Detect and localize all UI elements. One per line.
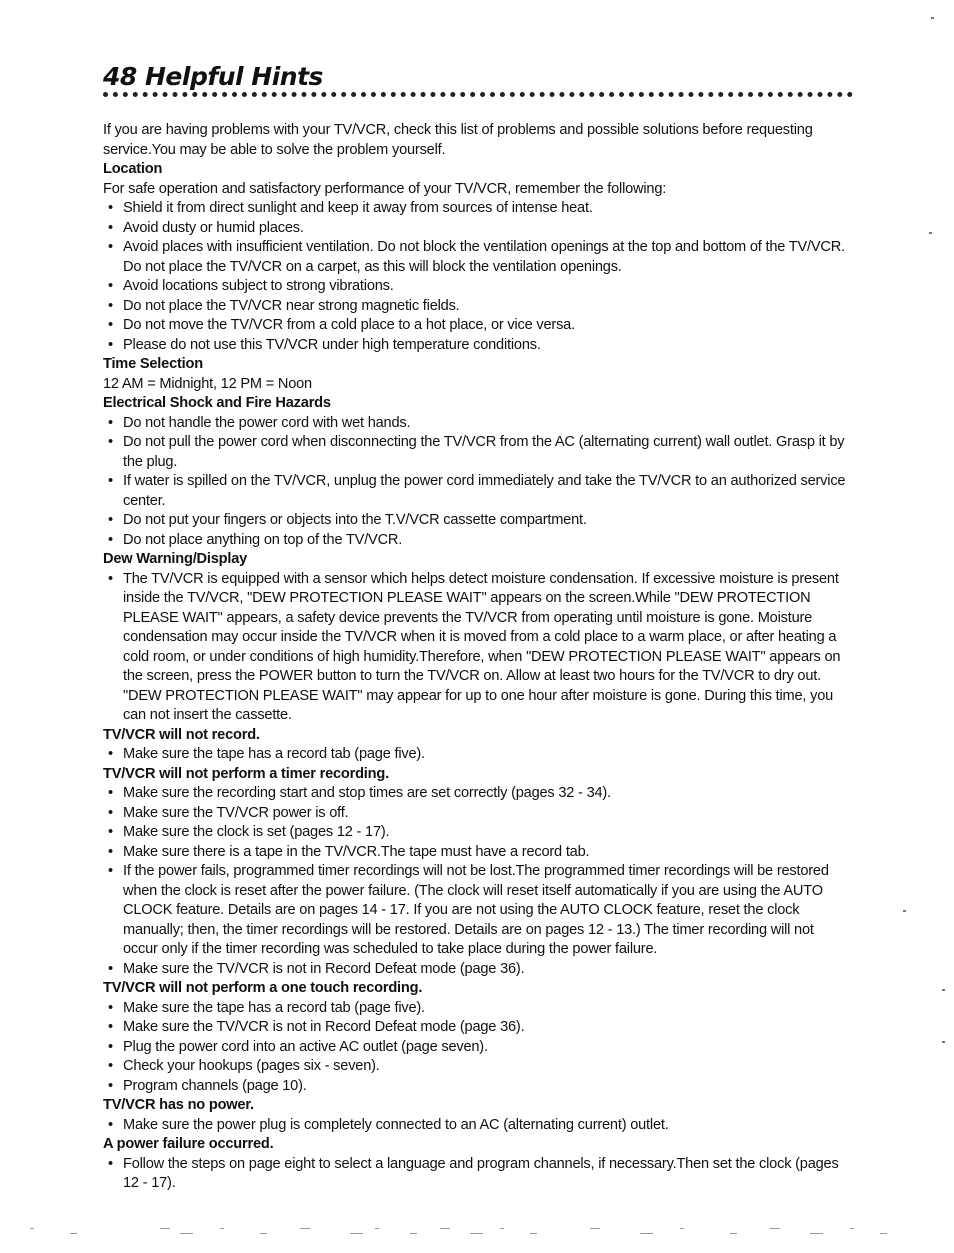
- bullet-item: • Make sure the TV/VCR is not in Record Defeat mode (page 36).: [103, 1018, 851, 1038]
- bullet-list: [103, 570, 851, 726]
- scan-noise-mark: [375, 1228, 379, 1229]
- bullet-item: • Please do not use this TV/VCR under high temperature conditions.: [103, 336, 851, 356]
- scan-noise-mark: [590, 1228, 600, 1229]
- section: [103, 394, 851, 550]
- bullet-item: • Do not put your fingers or objects into the T.V/VCR cassette compartment.: [103, 511, 851, 531]
- section-text: For safe operation and satisfactory performance of your TV/VCR, remember the following:: [103, 180, 667, 197]
- bullet-item: • Avoid places with insufficient ventilation. Do not block the ventilation openings at the top and bottom of the TV/VCR. Do not place the TV/VCR on a carpet, as this will block the ventilation openings.: [103, 238, 851, 277]
- section-heading: TV/VCR has no power.: [103, 1097, 254, 1113]
- bullet-item: • Make sure the recording start and stop times are set correctly (pages 32 - 34).: [103, 784, 851, 804]
- scan-noise-mark: [530, 1233, 537, 1234]
- intro-paragraph: If you are having problems with your TV/VCR, check this list of problems and possible solutions before requesting service.You may be able to solve the problem yourself.: [103, 122, 813, 158]
- scan-noise-mark: [70, 1233, 77, 1234]
- section-heading: TV/VCR will not record.: [103, 726, 260, 743]
- scan-noise-mark: [260, 1233, 267, 1234]
- section-heading: Time Selection: [103, 356, 203, 372]
- bullet-item: • Do not pull the power cord when disconnecting the TV/VCR from the AC (alternating current) wall outlet. Grasp it by the plug.: [103, 433, 851, 472]
- section: [103, 160, 851, 355]
- section-heading: Location: [103, 161, 163, 177]
- scan-speck: [942, 989, 945, 991]
- section-heading: TV/VCR will not perform a one touch recording.: [103, 980, 423, 996]
- bullet-item: • The TV/VCR is equipped with a sensor which helps detect moisture condensation. If excessive moisture is present inside the TV/VCR, "DEW PROTECTION PLEASE WAIT" appears on the screen.While "DEW PROTECTION PLEASE WAIT" appears, a safety device prevents the TV/VCR from operating until moisture is gone. Moisture condensation may occur inside the TV/VCR when it is moved from a cold place to a warm place, or after heating a cold room, or under conditions of high humidity.Therefore, when "DEW PROTECTION PLEASE WAIT" appears on the screen, press the POWER button to turn the TV/VCR on. Allow at least two hours for the TV/VCR to dry out. "DEW PROTECTION PLEASE WAIT" may appear for up to one hour after moisture is gone. During this time, you can not insert the cassette.: [103, 570, 851, 726]
- scan-noise-mark: [350, 1233, 363, 1234]
- bullet-item: • Do not handle the power cord with wet hands.: [103, 414, 851, 434]
- bullet-item: • Shield it from direct sunlight and keep it away from sources of intense heat.: [103, 199, 851, 219]
- bullet-item: • Make sure the tape has a record tab (page five).: [103, 999, 851, 1019]
- bullet-item: • Do not move the TV/VCR from a cold place to a hot place, or vice versa.: [103, 316, 851, 336]
- section-text: 12 AM = Midnight, 12 PM = Noon: [103, 375, 312, 392]
- scan-noise-mark: [30, 1228, 34, 1229]
- section: [103, 1135, 851, 1194]
- bullet-list: [103, 999, 851, 1097]
- scan-speck: [931, 17, 934, 19]
- bullet-item: • If the power fails, programmed timer recordings will not be lost.The programmed timer recordings will be restored when the clock is reset after the power failure. (The clock will reset itself automatically if you are using the AUTO CLOCK feature. Details are on pages 14 - 17. If you are not using the AUTO CLOCK feature, reset the clock manually; then, the timer recordings will be restored. Details are on pages 12 - 13.) The timer recording will not occur only if the timer recording was scheduled to take place during the power failure.: [103, 862, 851, 960]
- scan-speck: [942, 1041, 945, 1043]
- bullet-item: • Make sure there is a tape in the TV/VCR.The tape must have a record tab.: [103, 843, 851, 863]
- scan-noise-mark: [680, 1228, 684, 1229]
- scan-noise-mark: [770, 1228, 780, 1229]
- page-title: 48 Helpful Hints: [103, 62, 323, 91]
- section-heading: TV/VCR will not perform a timer recording.: [103, 765, 389, 782]
- bullet-list: [103, 1155, 851, 1194]
- scan-noise-mark: [220, 1228, 224, 1229]
- bullet-item: • Follow the steps on page eight to select a language and program channels, if necessary.Then set the clock (pages 12 - 17).: [103, 1155, 851, 1194]
- section: [103, 979, 851, 1096]
- bullet-item: • Make sure the tape has a record tab (page five).: [103, 745, 851, 765]
- section: [103, 550, 851, 726]
- sections-container: [103, 160, 851, 1194]
- scan-speck: [903, 910, 906, 912]
- scan-noise-mark: [410, 1233, 417, 1234]
- bullet-item: • Make sure the clock is set (pages 12 - 17).: [103, 823, 851, 843]
- page-content: [103, 121, 851, 1194]
- scan-noise-mark: [180, 1233, 193, 1234]
- bullet-list: [103, 1116, 851, 1136]
- scan-noise-mark: [730, 1233, 737, 1234]
- section: [103, 355, 851, 394]
- scan-noise-mark: [160, 1228, 170, 1229]
- section: [103, 1096, 851, 1135]
- bullet-list: [103, 745, 851, 765]
- bullet-item: • Do not place anything on top of the TV/VCR.: [103, 531, 851, 551]
- scan-noise-mark: [850, 1228, 854, 1229]
- scan-speck: [929, 232, 932, 234]
- section: [103, 726, 851, 765]
- bullet-item: • If water is spilled on the TV/VCR, unplug the power cord immediately and take the TV/VCR to an authorized service center.: [103, 472, 851, 511]
- scan-noise-mark: [810, 1233, 823, 1234]
- scan-noise-mark: [470, 1233, 483, 1234]
- bullet-item: • Make sure the power plug is completely connected to an AC (alternating current) outlet.: [103, 1116, 851, 1136]
- bullet-item: • Plug the power cord into an active AC outlet (page seven).: [103, 1038, 851, 1058]
- bullet-item: • Make sure the TV/VCR power is off.: [103, 804, 851, 824]
- bullet-list: [103, 414, 851, 551]
- section-heading: A power failure occurred.: [103, 1136, 274, 1152]
- bullet-list: [103, 199, 851, 355]
- bullet-list: [103, 784, 851, 979]
- scan-noise-mark: [500, 1228, 504, 1229]
- section-heading: Dew Warning/Display: [103, 551, 248, 567]
- scan-noise-mark: [300, 1228, 310, 1229]
- bullet-item: • Check your hookups (pages six - seven).: [103, 1057, 851, 1077]
- scan-bottom-noise: [30, 1228, 910, 1242]
- bullet-item: • Make sure the TV/VCR is not in Record Defeat mode (page 36).: [103, 960, 851, 980]
- scan-noise-mark: [440, 1228, 450, 1229]
- bullet-item: • Avoid locations subject to strong vibrations.: [103, 277, 851, 297]
- bullet-item: • Program channels (page 10).: [103, 1077, 851, 1097]
- section: [103, 765, 851, 980]
- scan-noise-mark: [880, 1233, 887, 1234]
- section-heading: Electrical Shock and Fire Hazards: [103, 395, 331, 411]
- scan-noise-mark: [640, 1233, 653, 1234]
- bullet-item: • Avoid dusty or humid places.: [103, 219, 851, 239]
- bullet-item: • Do not place the TV/VCR near strong magnetic fields.: [103, 297, 851, 317]
- dotted-divider: [103, 92, 853, 97]
